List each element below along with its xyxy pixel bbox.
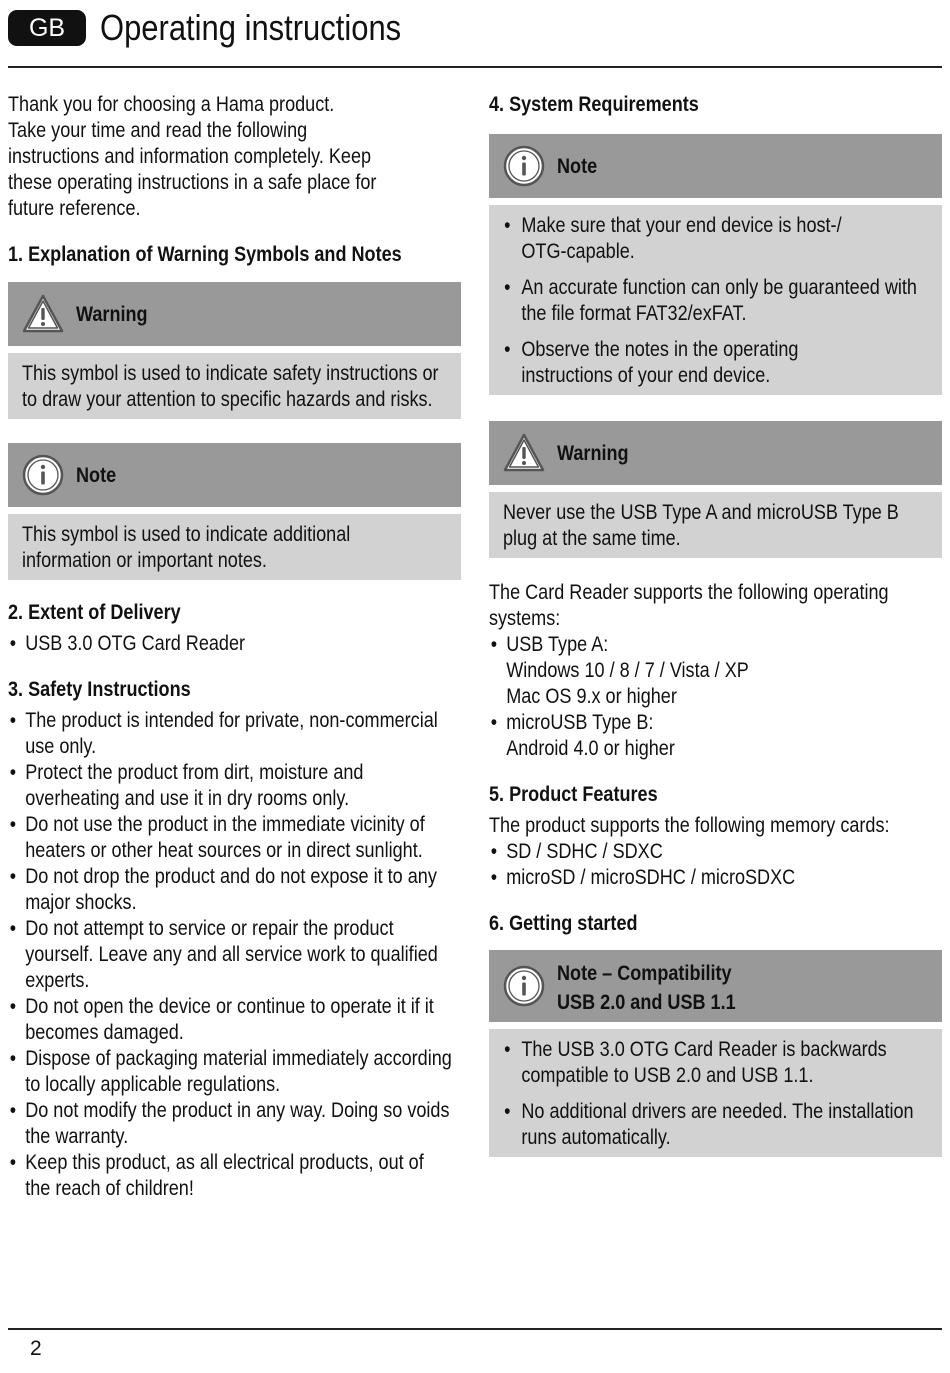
note-box-header [8, 443, 461, 507]
section-6-heading: 6. Getting started [489, 912, 638, 935]
os-list [489, 632, 941, 762]
info-icon [503, 965, 545, 1007]
delivery-list [8, 631, 460, 657]
note-text: This symbol is used to indicate additional information or important notes. [22, 523, 351, 572]
os-item-usb-a [489, 632, 941, 710]
warning-text: This symbol is used to indicate safety instructions or to draw your attention to specific hazards and risks. [22, 362, 439, 411]
os-usb-a-line-2: Mac OS 9.x or higher [506, 685, 677, 708]
list-item: • Make sure that your end device is host-/ OTG-capable. [499, 213, 920, 265]
info-icon [22, 454, 64, 496]
info-icon [503, 145, 545, 187]
features-list [489, 839, 941, 891]
list-item: • SD / SDHC / SDXC [489, 839, 941, 865]
os-usb-a-line-1: Windows 10 / 8 / 7 / Vista / XP [506, 659, 749, 682]
intro-text [8, 92, 460, 222]
list-item: • Do not attempt to service or repair the product yourself. Leave any and all service work to qualified experts. [8, 916, 452, 994]
note-label: Note [76, 464, 117, 487]
document-title: Operating instructions [100, 7, 402, 48]
safety-list [8, 708, 452, 1202]
right-column [489, 92, 942, 1157]
list-item: • Observe the notes in the operating instructions of your end device. [499, 337, 920, 389]
compatibility-note-header [489, 950, 942, 1022]
os-microusb-b-line-1: Android 4.0 or higher [506, 737, 675, 760]
compatibility-label-line-1: Note – Compatibility [557, 962, 732, 985]
section-3-heading: 3. Safety Instructions [8, 678, 191, 701]
list-item: • Keep this product, as all electrical products, out of the reach of children! [8, 1150, 452, 1202]
usb-warning-body [489, 492, 942, 558]
section-1-heading: 1. Explanation of Warning Symbols and Notes [8, 243, 402, 266]
warning-box [8, 282, 461, 419]
intro-line-2: Take your time and read the following instructions and information completely. Keep these operating instructions in a safe place for future reference. [8, 119, 377, 220]
list-item: • Dispose of packaging material immediately according to locally applicable regulations. [8, 1046, 452, 1098]
system-note-header [489, 134, 942, 198]
intro-line-1: Thank you for choosing a Hama product. [8, 93, 335, 116]
compatibility-list [499, 1037, 920, 1151]
system-note-body [489, 205, 942, 395]
os-microusb-b-label: • microUSB Type B: [506, 711, 654, 734]
features-intro: The product supports the following memory cards: [489, 814, 890, 837]
compatibility-note-box [489, 950, 942, 1157]
usb-warning-label: Warning [557, 442, 629, 465]
usb-warning-box [489, 421, 942, 558]
section-2-heading: 2. Extent of Delivery [8, 601, 181, 624]
language-badge: GB [8, 10, 86, 46]
list-item: • An accurate function can only be guaranteed with the file format FAT32/exFAT. [499, 275, 920, 327]
warning-label: Warning [76, 303, 148, 326]
compatibility-label-line-2: USB 2.0 and USB 1.1 [557, 991, 736, 1014]
page-header [8, 8, 942, 68]
section-4-heading: 4. System Requirements [489, 93, 699, 116]
os-usb-a-label: • USB Type A: [506, 633, 609, 656]
system-note-list [499, 213, 920, 389]
list-item: • Do not open the device or continue to operate it if it becomes damaged. [8, 994, 452, 1046]
system-note-label: Note [557, 155, 598, 178]
list-item: • The product is intended for private, non-commercial use only. [8, 708, 452, 760]
list-item: • Protect the product from dirt, moisture and overheating and use it in dry rooms only. [8, 760, 452, 812]
note-box [8, 443, 461, 580]
warning-triangle-icon [503, 432, 545, 474]
section-5-heading: 5. Product Features [489, 783, 658, 806]
page-number: 2 [30, 1337, 42, 1360]
left-column [8, 92, 461, 1202]
usb-warning-text: Never use the USB Type A and microUSB Type B plug at the same time. [503, 501, 899, 550]
footer-divider [8, 1328, 942, 1330]
warning-box-header [8, 282, 461, 346]
compatibility-note-label [557, 959, 736, 1017]
list-item: • The USB 3.0 OTG Card Reader is backwards compatible to USB 2.0 and USB 1.1. [499, 1037, 920, 1089]
list-item: • Do not use the product in the immediate vicinity of heaters or other heat sources or in direct sunlight. [8, 812, 452, 864]
os-item-microusb-b [489, 710, 941, 762]
compatibility-note-body [489, 1029, 942, 1157]
warning-box-body [8, 353, 461, 419]
note-box-body [8, 514, 461, 580]
list-item: • microSD / microSDHC / microSDXC [489, 865, 941, 891]
os-intro: The Card Reader supports the following operating systems: [489, 581, 889, 630]
system-note-box [489, 134, 942, 395]
list-item: • Do not modify the product in any way. Doing so voids the warranty. [8, 1098, 452, 1150]
list-item: • USB 3.0 OTG Card Reader [8, 631, 460, 657]
usb-warning-header [489, 421, 942, 485]
list-item: • Do not drop the product and do not expose it to any major shocks. [8, 864, 452, 916]
list-item: • No additional drivers are needed. The installation runs automatically. [499, 1099, 920, 1151]
warning-triangle-icon [22, 293, 64, 335]
